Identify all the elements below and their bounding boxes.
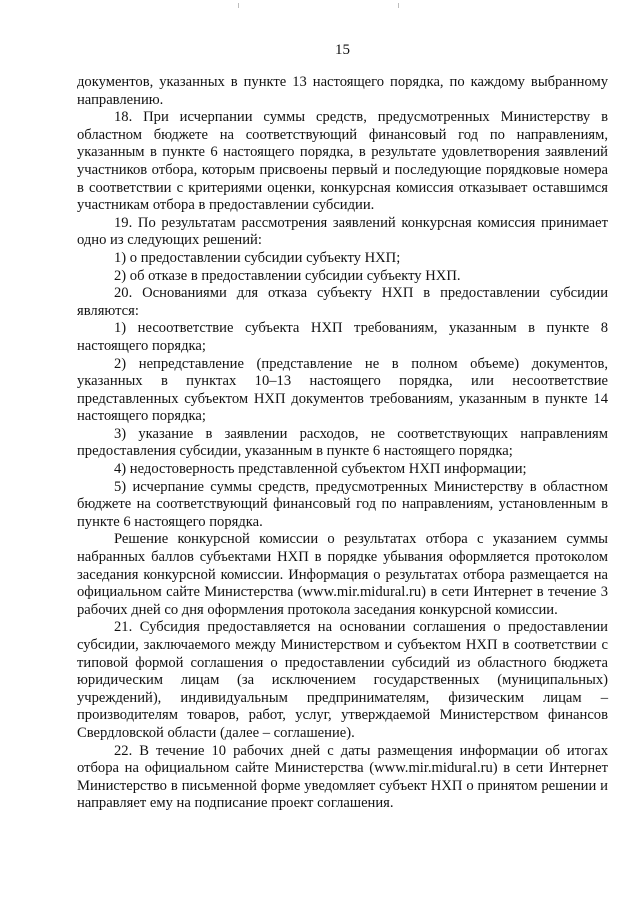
- list-item: 2) непредставление (представление не в полном объеме) документов, указанных в пунктах 10–13 настоящего порядка, или несоответствие представленных субъектом НХП документов требованиям, указанным в пункте 14 настоящего порядка;: [77, 355, 608, 425]
- list-item: 5) исчерпание суммы средств, предусмотренных Министерству в областном бюджете на соответствующий финансовый год по направлениям, установленным в пункте 6 настоящего порядка.: [77, 478, 608, 530]
- paragraph: 19. По результатам рассмотрения заявлений конкурсная комиссия принимает одно из следующих решений:: [77, 214, 608, 249]
- page-number: 15: [335, 42, 350, 58]
- list-item: 1) о предоставлении субсидии субъекту НХП;: [114, 249, 401, 266]
- paragraph: 21. Субсидия предоставляется на основании соглашения о предоставлении субсидии, заключаемого между Министерством и субъектом НХП в соответствии с типовой формой соглашения о предоставлении субсидий из областного бюджета юридическим лицам (за исключением государственных (муниципальных) учреждений), индивидуальным предпринимателям, физическим лицам – производителям товаров, работ, услуг, утверждаемой Министерством финансов Свердловской области (далее – соглашение).: [77, 619, 608, 741]
- paragraph: 22. В течение 10 рабочих дней с даты размещения информации об итогах отбора на официальном сайте Министерства (www.mir.midural.ru) в сети Интернет Министерство в письменной форме уведомляет субъект НХП о принятом решении и направляет ему на подписание проект соглашения.: [77, 742, 608, 812]
- document-body: [77, 74, 608, 813]
- paragraph: документов, указанных в пункте 13 настоящего порядка, по каждому выбранному направлению.: [77, 74, 608, 108]
- list-item: 2) об отказе в предоставлении субсидии субъекту НХП.: [114, 267, 461, 284]
- list-item: 3) указание в заявлении расходов, не соответствующих направлениям предоставления субсидии, указанным в пункте 6 настоящего порядка;: [77, 425, 608, 460]
- paragraph: 18. При исчерпании суммы средств, предусмотренных Министерству в областном бюджете на соответствующий финансовый год по направлениям, указанным в пункте 6 настоящего порядка, в результате удовлетворения заявлений участников отбора, которым присвоены первый и последующие порядковые номера в соответствии с критериями оценки, конкурсная комиссия отказывает оставшимся участникам отбора в предоставлении субсидии.: [77, 109, 608, 214]
- document-page: [77, 0, 608, 813]
- list-item: 4) недостоверность представленной субъектом НХП информации;: [114, 461, 527, 478]
- paragraph: 20. Основаниями для отказа субъекту НХП в предоставлении субсидии являются:: [77, 285, 608, 319]
- paragraph: Решение конкурсной комиссии о результатах отбора с указанием суммы набранных баллов субъектами НХП в порядке убывания оформляется протоколом заседания конкурсной комиссии. Информация о результатах отбора размещается на официальном сайте Министерства (www.mir.midural.ru) в сети Интернет в течение 3 рабочих дней со дня оформления протокола заседания конкурсной комиссии.: [77, 531, 608, 618]
- list-item: 1) несоответствие субъекта НХП требованиям, указанным в пункте 8 настоящего порядка;: [77, 320, 608, 354]
